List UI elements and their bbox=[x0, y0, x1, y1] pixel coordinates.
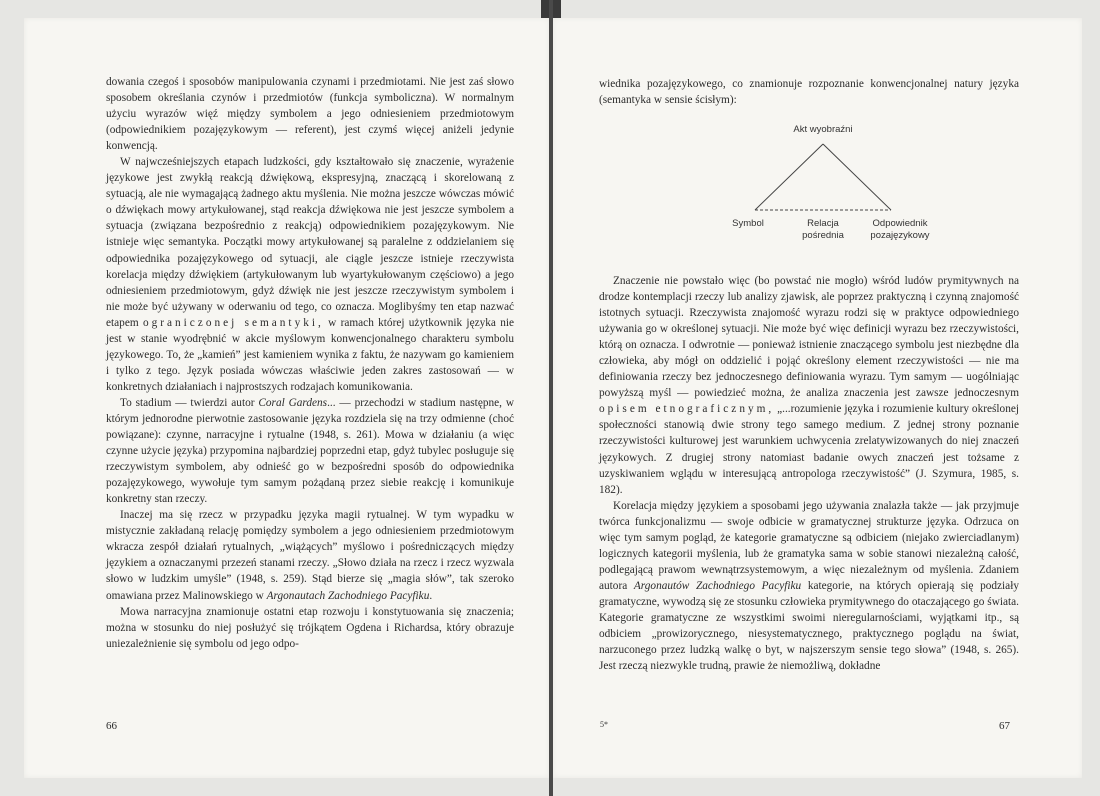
right-page bbox=[553, 18, 1082, 778]
left-page-body bbox=[106, 74, 514, 652]
diagram-referent-label: Odpowiednik pozajęzykowy bbox=[870, 218, 930, 241]
right-page-body bbox=[599, 273, 1019, 674]
spaced-emphasis: opisem etnograficznym, bbox=[599, 403, 775, 416]
page-number: 67 bbox=[999, 720, 1010, 732]
triangle-left-edge bbox=[755, 144, 823, 210]
paragraph: wiednika pozajęzykowego, co znamionuje rozpoznanie konwencjonalnej natury języka (semantyka w sensie ścisłym): bbox=[599, 78, 1019, 107]
paragraph: To stadium — twierdzi autor Coral Gardens... — przechodzi w stadium następne, w którym jednorodne pierwotnie zastosowanie języka rozdziela się na trzy odmienne (choć powiązane): czynne, narracyjne i rytualne (1948, s. 261). Mowa w działaniu (a więc czynne użycie języka) przypomina najbardziej poprzedni etap, gdyż tubylec posługuje się rzeczywistym symbolem, aby odnieść go w bezpośredni sposób do odpowiednika pozajęzykowego, wywołuje tym samym pożądaną przez siebie reakcję i komunikuje konkretny stan rzeczy. bbox=[106, 396, 514, 506]
diagram-symbol-label: Symbol bbox=[732, 218, 764, 229]
book-title: Coral Gardens bbox=[258, 396, 328, 409]
semiotic-triangle-diagram bbox=[713, 118, 933, 263]
signature-mark: 5* bbox=[600, 720, 608, 729]
diagram-relation-label: Relacja pośrednia bbox=[802, 218, 844, 241]
book-title: Argonautach Zachodniego Pacyfiku bbox=[266, 589, 430, 602]
triangle-shape bbox=[713, 118, 933, 263]
paragraph: Mowa narracyjna znamionuje ostatni etap rozwoju i konstytuowania się znaczenia; można w stosunku do niej posłużyć się trójkątem Ogdena i Richardsa, który obrazuje uniezależnienie się symbolu od jego odpo- bbox=[106, 605, 514, 650]
left-page bbox=[24, 18, 549, 778]
paragraph: dowania czegoś i sposobów manipulowania czynami i przedmiotami. Nie jest zaś słowo sposobem określania czynów i przedmiotów (funkcja symboliczna). W normalnym użyciu wyrazów więź między symbolem a jego odniesieniem przedmiotowym (odpowiednikiem pozajęzykowym — referent), jest czymś więcej aniżeli jedynie konwencją. bbox=[106, 76, 514, 153]
paragraph: W najwcześniejszych etapach ludzkości, gdy kształtowało się znaczenie, wyrażenie językowe jest zwykłą reakcją dźwiękową, ekspresyjną, znaczącą i skorelowaną z sytuacją, ale nie wymagającą żadnego aktu myślenia. Nie można jeszcze wówczas mówić o dźwiękach mowy artykułowanej, stąd reakcja dźwiękowa nie jest jeszcze symbolem a sytuacja (związana bezpośrednio z reakcją) odpowiednikiem pozajęzykowym. Nie istnieje więc semantyka. Początki mowy artykułowanej są paralelne z oddzielaniem się odpowiednika pozajęzykowego od sytuacji, ale ciągle jeszcze istnieje rzeczywista korelacja między dźwiękiem (artykułowanym lub wyartykułowanym częściowo) a jego odniesieniem przedmiotowym, gdyż dźwięk nie jest jeszcze rzeczywistym symbolem i nie może być używany w oderwaniu od tego, co oznacza. Moglibyśmy ten etap nazwać etapem ograniczonej semantyki, w ramach której użytkownik języka nie jest w stanie wyodrębnić w akcie myślowym konwencjonalnego charakteru symbolu językowego. To, że „kamień” jest kamieniem wynika z faktu, że nazywam go kamieniem i tylko z tego. Język posiada wówczas właściwie jeden zakres zastosowań — w konkretnych działaniach i najprostszych rodzajach komunikowania. bbox=[106, 156, 515, 393]
diagram-top-label: Akt wyobraźni bbox=[793, 124, 853, 135]
paragraph: Znaczenie nie powstało więc (bo powstać nie mogło) wśród ludów prymitywnych na drodze kontemplacji rzeczy lub analizy zjawisk, ale poprzez praktyczną i czynną znajomość istotnych sytuacji. Rzeczywista znajomość wyrazu rodzi się w praktyce odpowiedniego używania go w określonej sytuacji. Nie może być więc definicji wyrazu bez rzeczywistości, którą on oznacza. I odwrotnie — ponieważ istnienie znaczącego symbolu jest niezbędne dla człowieka, aby mógł on oddzielić i pojąć określony element rzeczywistości — nie ma definiowania rzeczy bez jednoczesnego definiowania wyrazu. Tym samym — uogólniając powyższą myśl — powiedzieć można, że analiza znaczenia jest zawsze jednoczesnym opisem etnograficznym, „...rozumienie języka i rozumienie kultury określonej społeczności stanowią dwie strony tego samego medium. Z jednej strony poznanie rzeczywistości kulturowej jest warunkiem uchwycenia zrelatywizowanych do niej znaczeń językowych. Z drugiej strony natomiast badanie owych znaczeń jest tożsame z uzyskiwaniem wglądu w interesującą antropologa rzeczywistość” (J. Szymura, 1985, s. 182). bbox=[599, 275, 1019, 496]
paragraph: Korelacja między językiem a sposobami jego używania znalazła także — jak przyjmuje twórca funkcjonalizmu — swoje odbicie w gramatycznej strukturze języka. Odrzuca on więc tym samym pogląd, że kategorie gramatyczne są odbiciem (niejako zwierciadlanym) logicznych kategorii myślenia, lub że gramatyka sama w sobie stanowi niezależną całość, podlegającą prawom wewnątrzsystemowym, a więc niezależnym od myślenia. Zdaniem autora Argonautów Zachodniego Pacyfiku kategorie, na których opierają się podziały gramatyczne, wywodzą się ze stosunku człowieka prymitywnego do otaczającego go świata. Kategorie gramatyczne ze wszystkimi swoimi nieregularnościami, wyjątkami itp., są odbiciem „prowizorycznego, niesystematycznego, praktycznego poglądu na świat, narzuconego przez ludzką walkę o byt, w najszerszym sensie tego słowa” (1948, s. 265). Jest rzeczą niezwykle trudną, prawie że niemożliwą, dokładne bbox=[599, 499, 1019, 673]
book-title: Argonautów Zachodniego Pacyfiku bbox=[633, 579, 802, 592]
triangle-right-edge bbox=[823, 144, 891, 210]
right-page-intro bbox=[599, 76, 1019, 108]
spaced-emphasis: ograniczonej semantyki, bbox=[142, 316, 324, 329]
page-number: 66 bbox=[106, 720, 117, 732]
paragraph: Inaczej ma się rzecz w przypadku języka magii rytualnej. W tym wypadku w mistycznie zakładaną relację pomiędzy symbolem a jego odniesieniem przedmiotowym wkracza zespół działań rytualnych, „wiążących” myślowo i pośredniczących między językiem a oznaczanymi przezeń stanami rzeczy. „Słowo działa na rzecz i rzecz wyzwala słowo w ludzkim umyśle” (1948, s. 259). Stąd bierze się „magia słów”, tak szeroko omawiana przez Malinowskiego w Argonautach Zachodniego Pacyfiku. bbox=[106, 509, 514, 602]
